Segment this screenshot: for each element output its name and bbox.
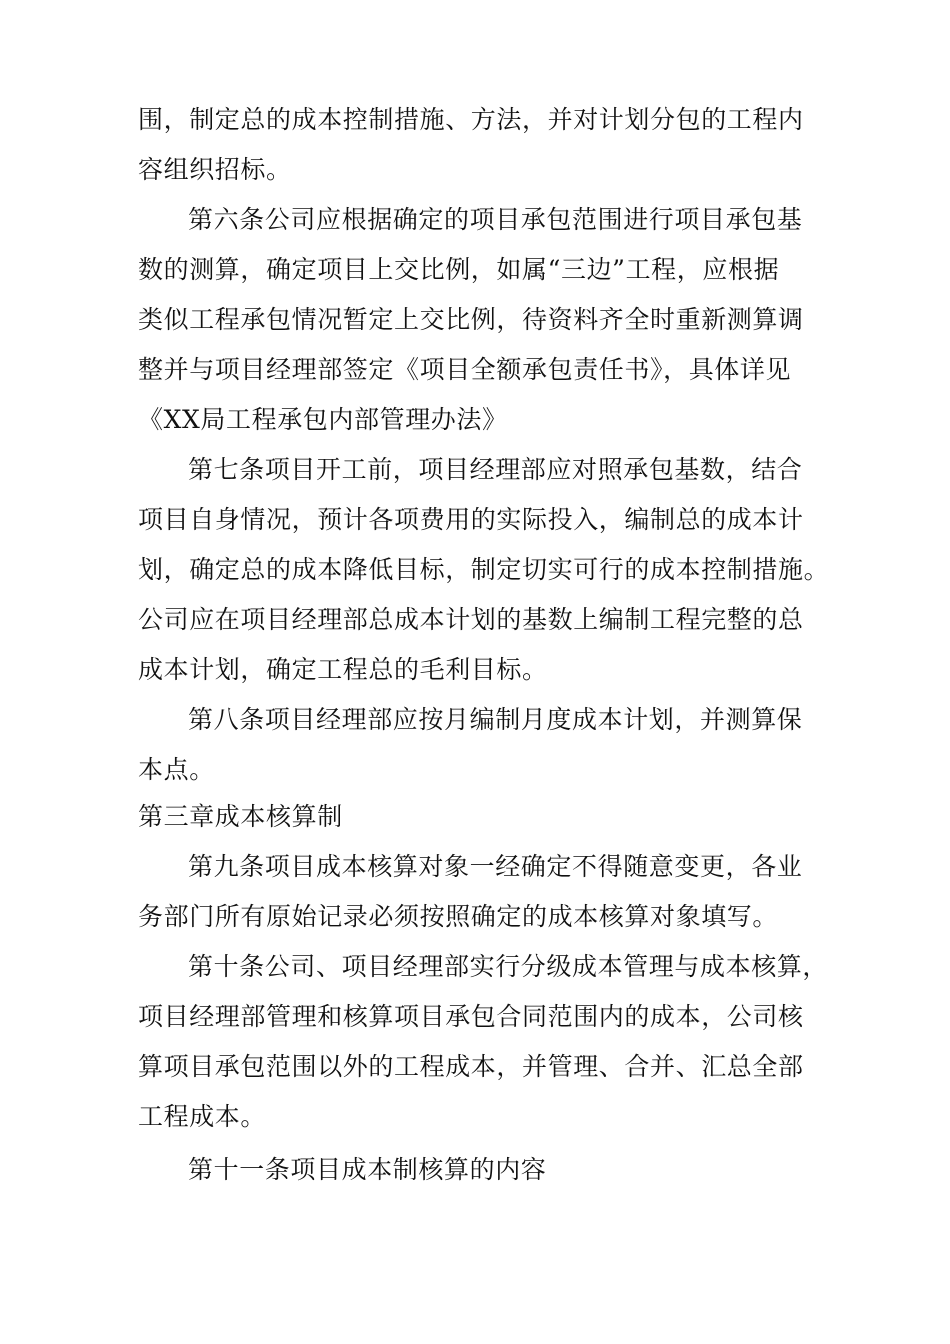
text-line: 容组织招标。 (138, 155, 292, 184)
text-line: 《XX局工程承包内部管理办法》 (138, 405, 508, 434)
article-8-line: 第八条项目经理部应按月编制月度成本计划，并测算保 (188, 705, 803, 734)
text-line: 围，制定总的成本控制措施、方法，并对计划分包的工程内 (138, 105, 804, 134)
text-line: 类似工程承包情况暂定上交比例，待资料齐全时重新测算调 (138, 305, 804, 334)
article-6-line: 第六条公司应根据确定的项目承包范围进行项目承包基 (188, 205, 803, 234)
article-10-line: 第十条公司、项目经理部实行分级成本管理与成本核算， (188, 952, 829, 981)
text-line: 整并与项目经理部签定《项目全额承包责任书》，具体详见 (138, 355, 792, 384)
chapter-heading: 第三章成本核算制 (138, 802, 343, 831)
text-line: 项目经理部管理和核算项目承包合同范围内的成本，公司核 (138, 1002, 804, 1031)
text-line: 公司应在项目经理部总成本计划的基数上编制工程完整的总 (138, 605, 804, 634)
text-line: 划，确定总的成本降低目标，制定切实可行的成本控制措施。 (138, 555, 830, 584)
article-7-line: 第七条项目开工前，项目经理部应对照承包基数，结合 (188, 455, 803, 484)
article-11-line: 第十一条项目成本制核算的内容 (188, 1155, 547, 1184)
text-line: 工程成本。 (138, 1102, 267, 1131)
text-line: 成本计划，确定工程总的毛利目标。 (138, 655, 548, 684)
text-line: 本点。 (138, 755, 215, 784)
article-9-line: 第九条项目成本核算对象一经确定不得随意变更，各业 (188, 852, 803, 881)
text-line: 数的测算，确定项目上交比例，如属“三边”工程，应根据 (138, 255, 780, 284)
text-line: 务部门所有原始记录必须按照确定的成本核算对象填写。 (138, 902, 779, 931)
text-line: 算项目承包范围以外的工程成本，并管理、合并、汇总全部 (138, 1052, 804, 1081)
text-line: 项目自身情况，预计各项费用的实际投入，编制总的成本计 (138, 505, 804, 534)
